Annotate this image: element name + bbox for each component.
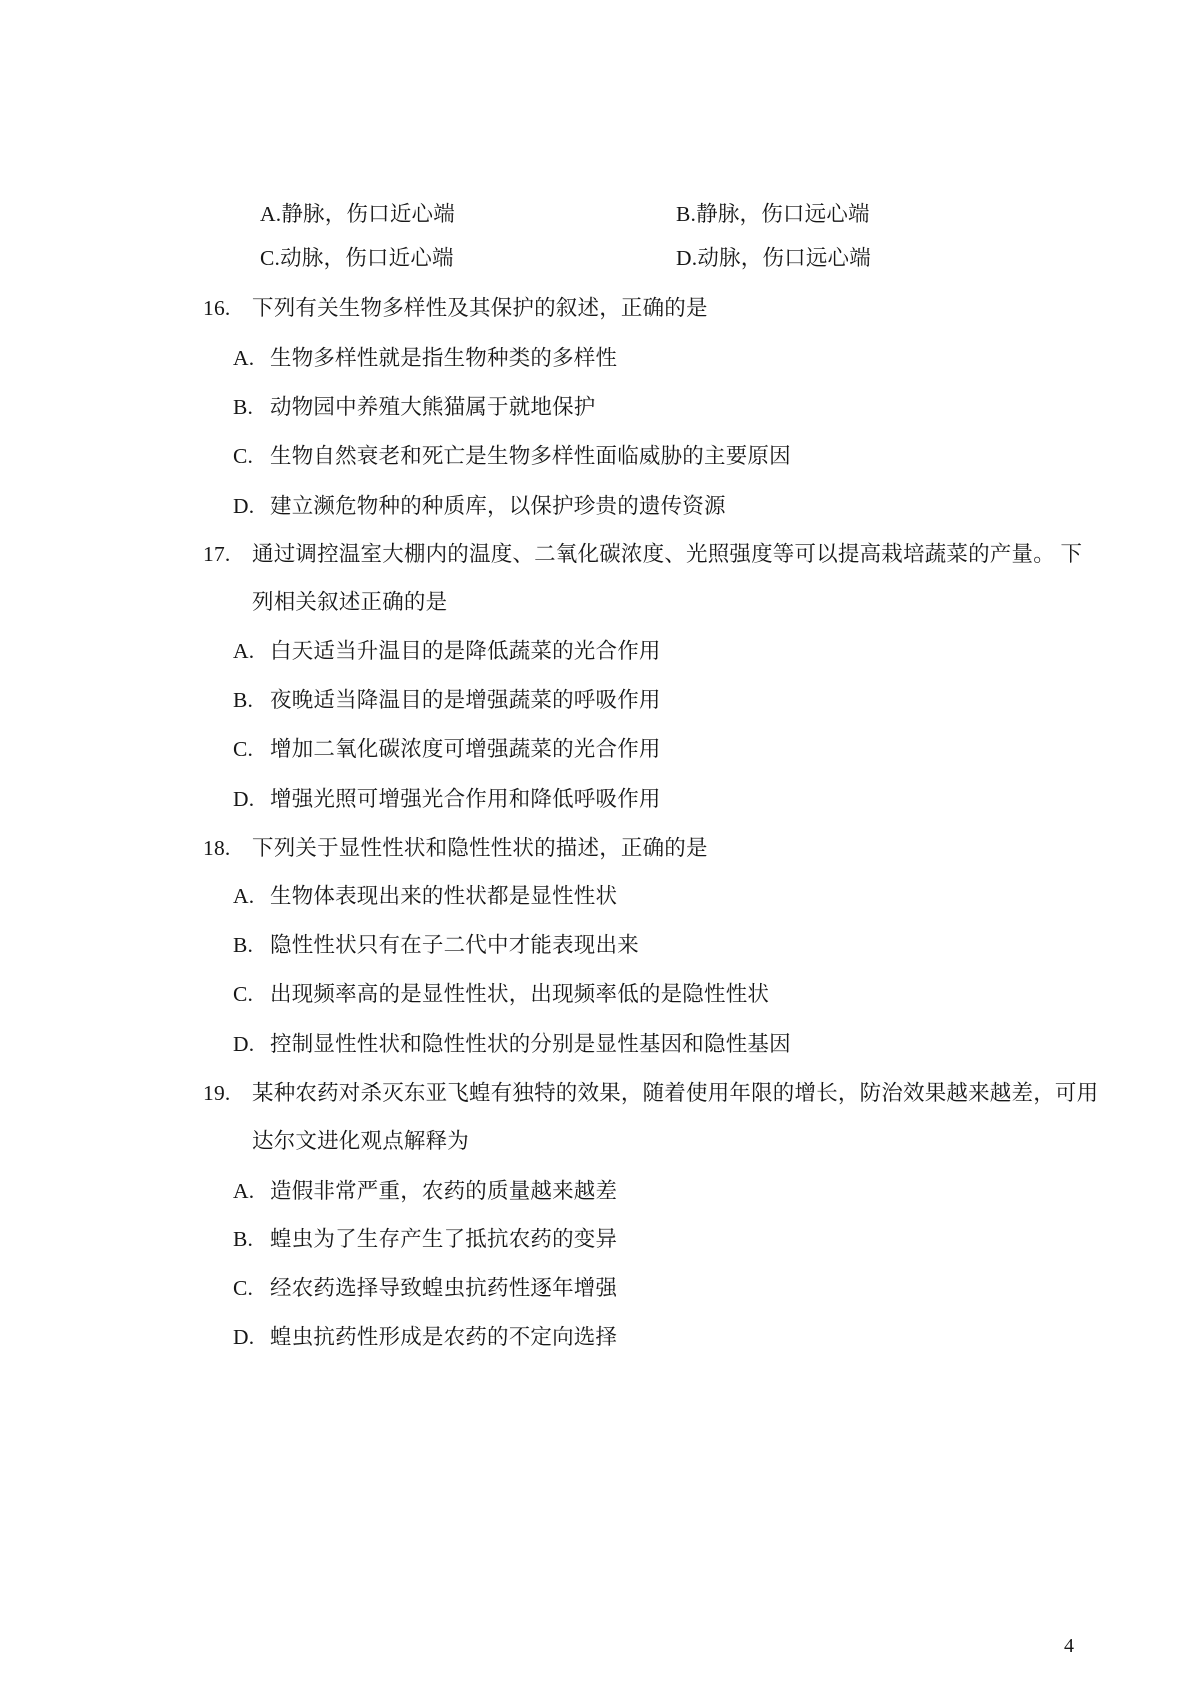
option-text: 增强光照可增强光合作用和降低呼吸作用	[270, 787, 661, 811]
question-16-option-c	[233, 443, 791, 469]
question-18-stem	[203, 835, 708, 861]
question-18-option-a	[233, 883, 617, 909]
option-text: 动物园中养殖大熊猫属于就地保护	[270, 395, 596, 419]
option-label: D.	[676, 246, 698, 270]
option-text: 蝗虫为了生存产生了抵抗农药的变异	[270, 1227, 618, 1251]
option-label: B.	[233, 395, 254, 419]
option-label: C.	[233, 737, 254, 761]
option-label: C.	[233, 1276, 254, 1300]
option-label: A.	[260, 202, 282, 226]
option-label: A.	[233, 884, 255, 908]
question-number: 17.	[203, 542, 231, 566]
question-stem-text: 下列关于显性性状和隐性性状的描述，正确的是	[252, 836, 708, 860]
question-stem-text: 下列有关生物多样性及其保护的叙述，正确的是	[252, 296, 708, 320]
question-19-option-b	[233, 1226, 617, 1252]
option-label: C.	[260, 246, 281, 270]
option-label: A.	[233, 1179, 255, 1203]
option-text: 建立濒危物种的种质库，以保护珍贵的遗传资源	[270, 494, 726, 518]
option-label: A.	[233, 346, 255, 370]
option-text: 出现频率高的是显性性状，出现频率低的是隐性性状	[270, 982, 770, 1006]
prev-option-a	[260, 201, 455, 227]
question-number: 16.	[203, 296, 231, 320]
question-stem-text: 通过调控温室大棚内的温度、二氧化碳浓度、光照强度等可以提高栽培蔬菜的产量。 下	[252, 542, 1083, 566]
option-label: B.	[233, 688, 254, 712]
prev-option-d	[676, 245, 871, 271]
question-stem-text: 列相关叙述正确的是	[252, 590, 448, 614]
question-19-option-d	[233, 1324, 617, 1350]
question-19-stem-continuation	[252, 1128, 469, 1154]
option-text: 生物体表现出来的性状都是显性性状	[270, 884, 618, 908]
question-17-option-c	[233, 736, 661, 762]
question-16-option-b	[233, 394, 596, 420]
option-label: D.	[233, 1032, 255, 1056]
option-text: 增加二氧化碳浓度可增强蔬菜的光合作用	[270, 737, 661, 761]
question-18-option-d	[233, 1031, 791, 1057]
option-text: 静脉，伤口近心端	[281, 202, 455, 226]
question-16-stem	[203, 295, 708, 321]
page-number: 4	[1064, 1635, 1074, 1657]
question-17-option-b	[233, 687, 661, 713]
option-text: 隐性性状只有在子二代中才能表现出来	[270, 933, 639, 957]
option-text: 静脉，伤口远心端	[696, 202, 870, 226]
question-17-option-d	[233, 786, 661, 812]
option-text: 蝗虫抗药性形成是农药的不定向选择	[270, 1325, 618, 1349]
prev-option-b	[676, 201, 870, 227]
option-text: 造假非常严重，农药的质量越来越差	[270, 1179, 618, 1203]
option-text: 生物自然衰老和死亡是生物多样性面临威胁的主要原因	[270, 444, 791, 468]
option-text: 白天适当升温目的是降低蔬菜的光合作用	[270, 639, 661, 663]
question-18-option-c	[233, 981, 769, 1007]
question-17-option-a	[233, 638, 661, 664]
question-17-stem	[203, 541, 1082, 567]
question-16-option-d	[233, 493, 726, 519]
question-19-option-c	[233, 1275, 617, 1301]
option-label: D.	[233, 787, 255, 811]
option-label: D.	[233, 494, 255, 518]
option-text: 动脉，伤口近心端	[280, 246, 454, 270]
question-19-stem	[203, 1080, 1098, 1106]
option-label: C.	[233, 982, 254, 1006]
option-label: D.	[233, 1325, 255, 1349]
prev-option-c	[260, 245, 454, 271]
option-label: B.	[233, 1227, 254, 1251]
option-text: 动脉，伤口远心端	[697, 246, 871, 270]
option-text: 夜晚适当降温目的是增强蔬菜的呼吸作用	[270, 688, 661, 712]
option-label: B.	[676, 202, 697, 226]
question-number: 18.	[203, 836, 231, 860]
question-number: 19.	[203, 1081, 231, 1105]
question-18-option-b	[233, 932, 639, 958]
question-19-option-a	[233, 1178, 617, 1204]
option-text: 控制显性性状和隐性性状的分别是显性基因和隐性基因	[270, 1032, 791, 1056]
option-label: C.	[233, 444, 254, 468]
option-label: B.	[233, 933, 254, 957]
option-text: 经农药选择导致蝗虫抗药性逐年增强	[270, 1276, 618, 1300]
question-stem-text: 达尔文进化观点解释为	[252, 1129, 470, 1153]
question-stem-text: 某种农药对杀灭东亚飞蝗有独特的效果，随着使用年限的增长，防治效果越来越差，可用	[252, 1081, 1099, 1105]
option-text: 生物多样性就是指生物种类的多样性	[270, 346, 618, 370]
question-17-stem-continuation	[252, 589, 447, 615]
option-label: A.	[233, 639, 255, 663]
question-16-option-a	[233, 345, 617, 371]
